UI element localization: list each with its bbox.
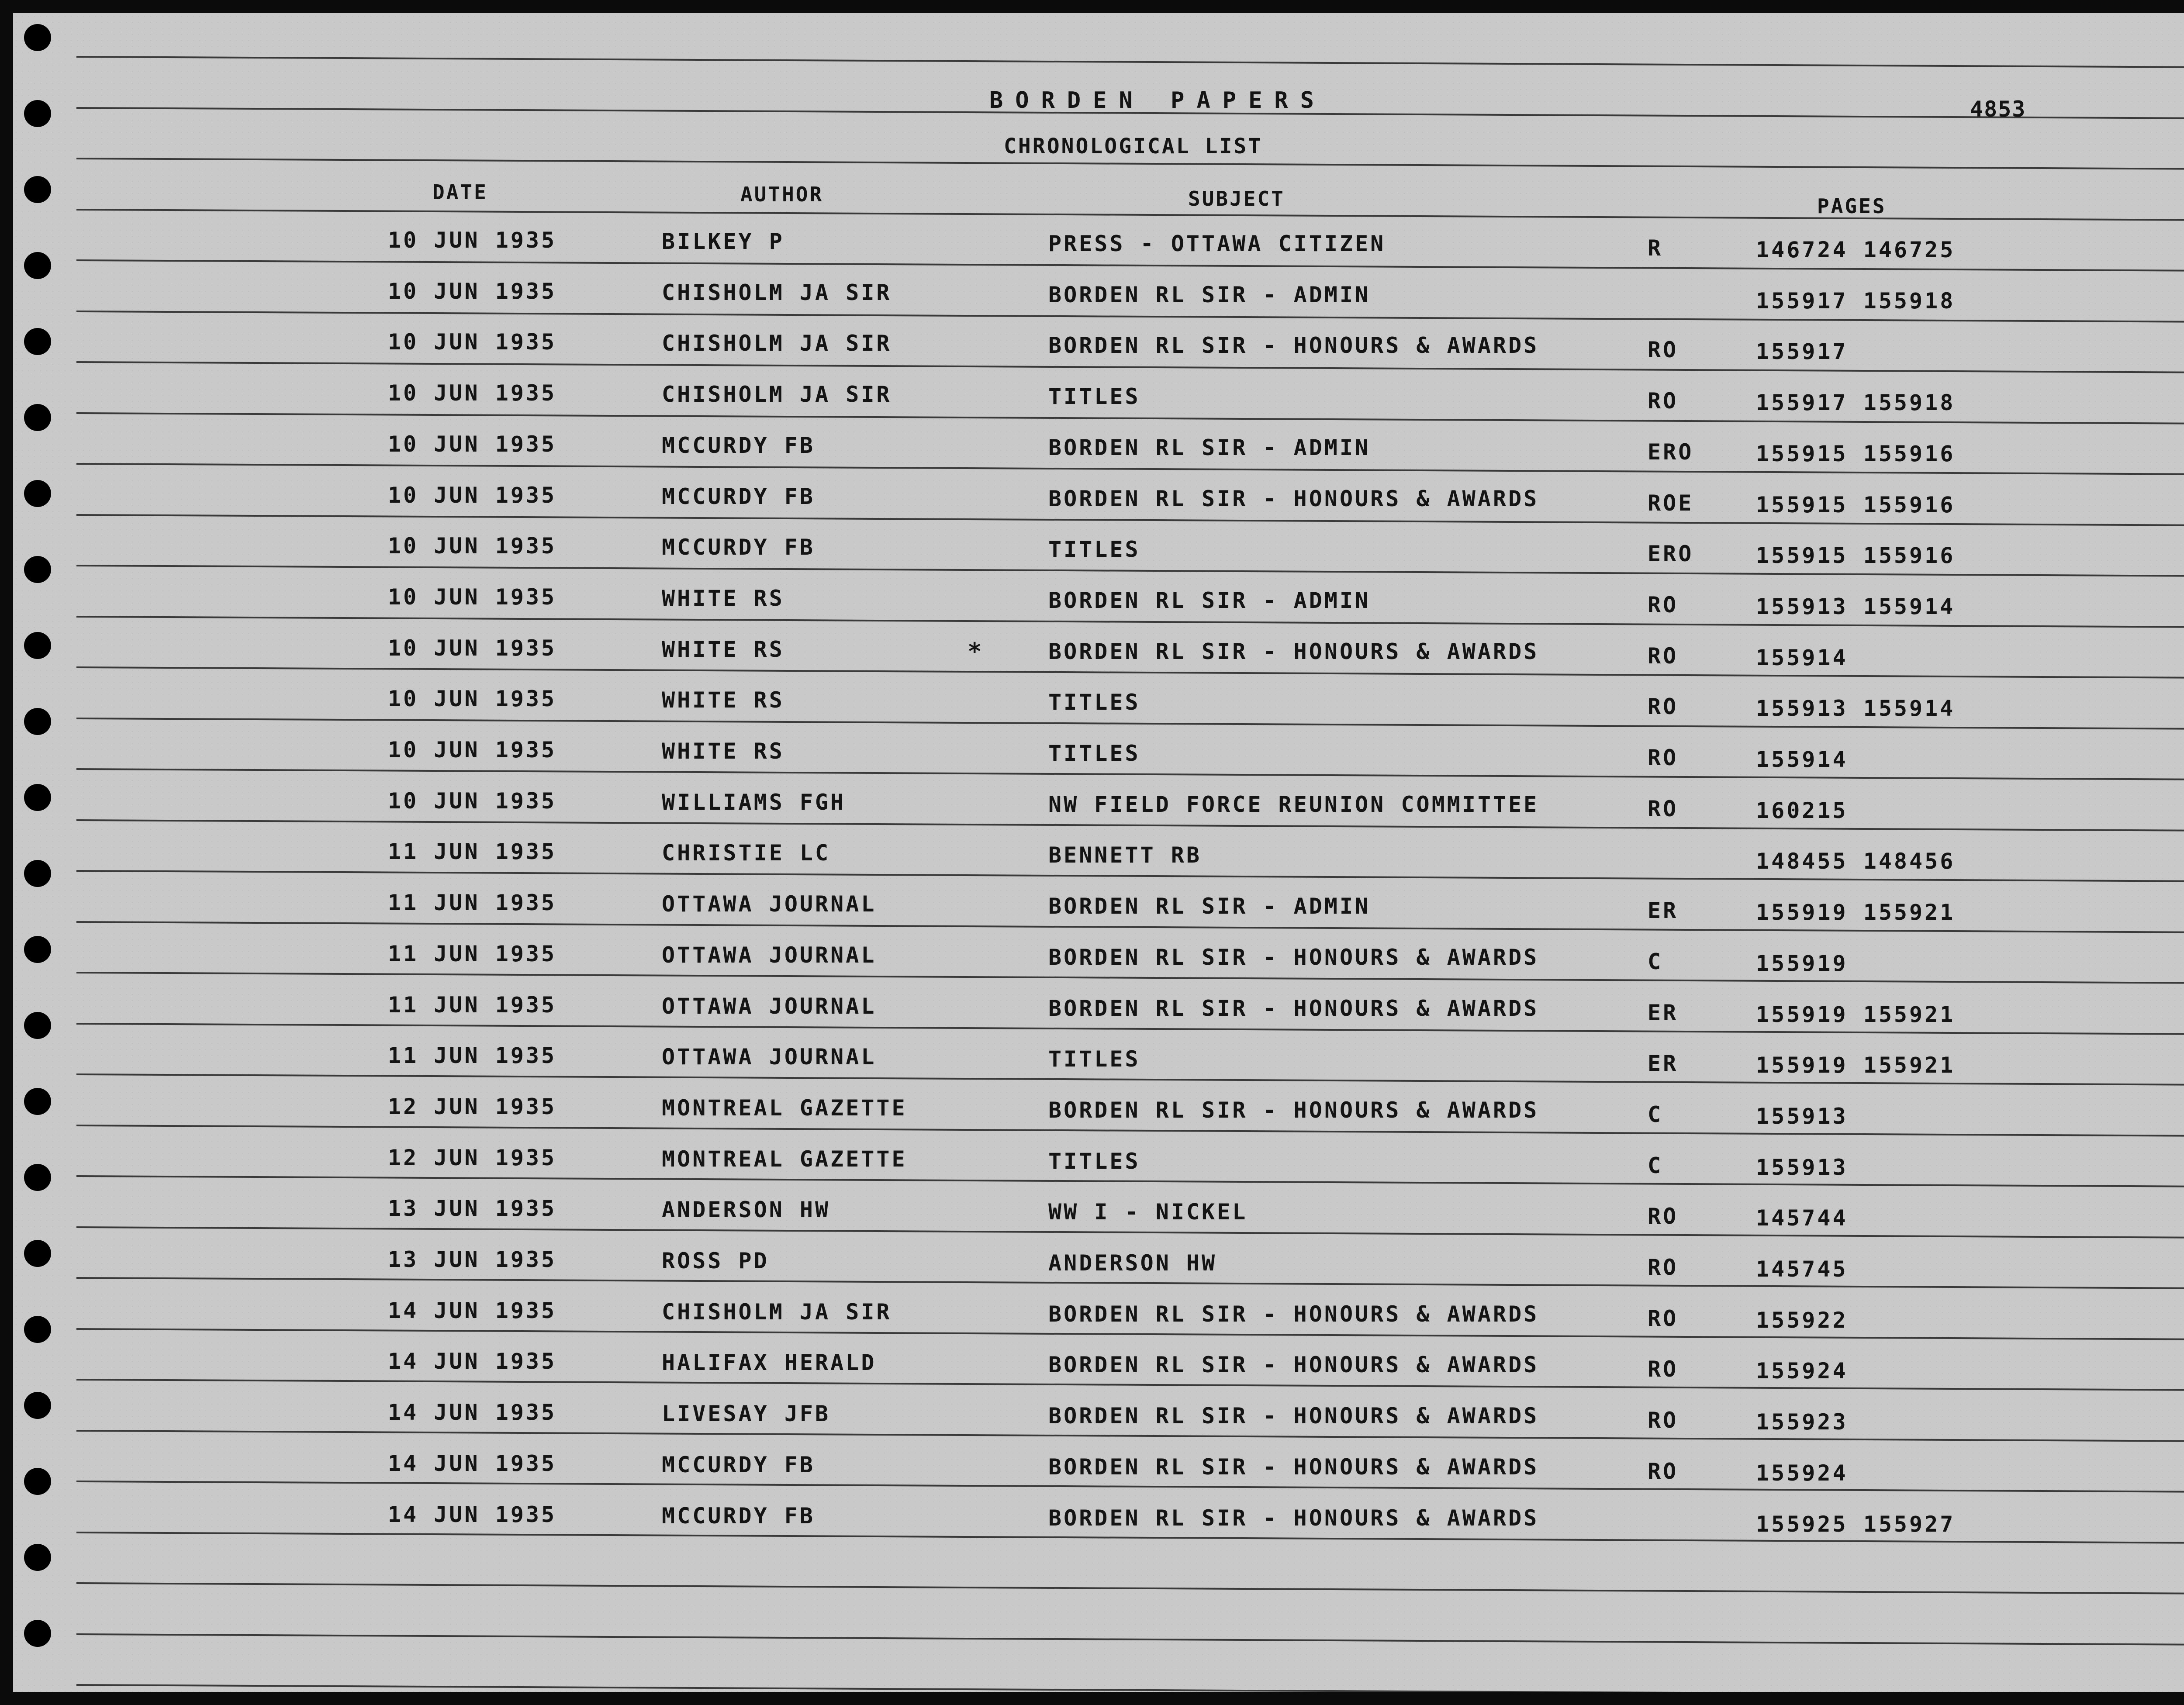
ruled-line: [76, 1175, 2184, 1187]
feed-hole: [24, 1468, 51, 1495]
feed-hole: [24, 404, 51, 431]
document-title: BORDEN PAPERS: [989, 87, 1326, 114]
row-date: 10 JUN 1935: [388, 686, 557, 712]
row-author: WHITE RS: [662, 687, 784, 713]
row-date: 10 JUN 1935: [388, 278, 557, 304]
row-pages: 155917 155918: [1756, 288, 1956, 314]
row-subject: TITLES: [1048, 741, 1140, 766]
row-pages: 155913 155914: [1756, 594, 1956, 619]
row-subject: BORDEN RL SIR - HONOURS & AWARDS: [1048, 944, 1539, 970]
row-date: 11 JUN 1935: [388, 839, 557, 865]
row-subject: BORDEN RL SIR - HONOURS & AWARDS: [1048, 1403, 1539, 1429]
column-header-date: DATE: [432, 180, 488, 204]
row-author: HALIFAX HERALD: [662, 1350, 877, 1376]
row-date: 10 JUN 1935: [388, 380, 557, 406]
row-subject: BORDEN RL SIR - ADMIN: [1048, 435, 1371, 460]
ruled-line: [76, 666, 2184, 679]
row-date: 10 JUN 1935: [388, 533, 557, 559]
row-date: 10 JUN 1935: [388, 737, 557, 763]
ruled-line: [76, 972, 2184, 984]
row-author: MCCURDY FB: [662, 1503, 816, 1529]
row-author: WHITE RS: [662, 636, 784, 662]
ruled-line: [76, 1481, 2184, 1493]
ruled-line: [76, 1379, 2184, 1391]
row-code: RO: [1648, 388, 1679, 414]
row-author: CHISHOLM JA SIR: [662, 382, 892, 407]
row-subject: ANDERSON HW: [1048, 1250, 1217, 1276]
feed-hole: [24, 252, 51, 279]
ruled-line: [76, 361, 2184, 373]
row-pages: 145745: [1756, 1256, 1848, 1282]
row-author: LIVESAY JFB: [662, 1401, 831, 1427]
row-author: MONTREAL GAZETTE: [662, 1095, 907, 1121]
row-pages: 155919: [1756, 950, 1848, 976]
row-pages: 155915 155916: [1756, 492, 1956, 518]
ruled-line: [76, 1277, 2184, 1289]
row-author: MCCURDY FB: [662, 432, 816, 458]
row-date: 11 JUN 1935: [388, 890, 557, 916]
row-subject: NW FIELD FORCE REUNION COMMITTEE: [1048, 791, 1539, 817]
row-subject: WW I - NICKEL: [1048, 1199, 1248, 1225]
row-code: ER: [1648, 898, 1679, 924]
row-pages: 155919 155921: [1756, 1053, 1956, 1078]
row-author: WILLIAMS FGH: [662, 789, 846, 815]
row-code: RO: [1648, 1408, 1679, 1433]
row-date: 10 JUN 1935: [388, 228, 557, 253]
row-code: C: [1648, 949, 1663, 974]
row-subject: TITLES: [1048, 1046, 1140, 1072]
row-date: 11 JUN 1935: [388, 941, 557, 966]
row-pages: 155919 155921: [1756, 900, 1956, 925]
ruled-line: [76, 1582, 2184, 1595]
row-pages: 155924: [1756, 1358, 1848, 1384]
row-date: 10 JUN 1935: [388, 788, 557, 814]
ruled-line: [76, 1328, 2184, 1340]
feed-hole: [24, 936, 51, 963]
row-code: RO: [1648, 1305, 1679, 1331]
row-subject: TITLES: [1048, 1148, 1140, 1174]
row-date: 10 JUN 1935: [388, 584, 557, 610]
row-author: MCCURDY FB: [662, 483, 816, 509]
feed-hole: [24, 784, 51, 811]
ruled-line: [76, 1430, 2184, 1442]
row-code: RO: [1648, 796, 1679, 821]
row-author: WHITE RS: [662, 585, 784, 611]
ruled-line: [76, 158, 2184, 170]
row-author: OTTAWA JOURNAL: [662, 942, 877, 968]
feed-hole: [24, 328, 51, 355]
row-code: ROE: [1648, 490, 1694, 516]
row-subject: BORDEN RL SIR - HONOURS & AWARDS: [1048, 333, 1539, 359]
row-date: 11 JUN 1935: [388, 1043, 557, 1069]
row-date: 14 JUN 1935: [388, 1298, 557, 1323]
row-date: 13 JUN 1935: [388, 1196, 557, 1222]
row-pages: 145744: [1756, 1205, 1848, 1231]
feed-hole: [24, 1164, 51, 1191]
feed-hole: [24, 1240, 51, 1267]
ruled-line: [76, 1125, 2184, 1137]
feed-hole: [24, 100, 51, 127]
row-subject: PRESS - OTTAWA CITIZEN: [1048, 231, 1386, 256]
row-author: ANDERSON HW: [662, 1197, 831, 1223]
row-code: ER: [1648, 1000, 1679, 1025]
row-author: OTTAWA JOURNAL: [662, 891, 877, 917]
row-date: 14 JUN 1935: [388, 1400, 557, 1425]
row-author: ROSS PD: [662, 1248, 769, 1274]
row-code: RO: [1648, 337, 1679, 363]
row-subject: TITLES: [1048, 690, 1140, 715]
row-date: 10 JUN 1935: [388, 635, 557, 661]
row-code: RO: [1648, 1204, 1679, 1229]
row-subject: TITLES: [1048, 384, 1140, 410]
row-date: 10 JUN 1935: [388, 431, 557, 457]
document-subtitle: CHRONOLOGICAL LIST: [1004, 134, 1263, 159]
row-date: 12 JUN 1935: [388, 1094, 557, 1119]
page-number: 4853: [1970, 97, 2026, 122]
row-subject: BORDEN RL SIR - HONOURS & AWARDS: [1048, 486, 1539, 511]
row-code: ER: [1648, 1051, 1679, 1077]
row-subject: BORDEN RL SIR - HONOURS & AWARDS: [1048, 1097, 1539, 1123]
row-pages: 155917 155918: [1756, 390, 1956, 416]
row-pages: 155915 155916: [1756, 543, 1956, 569]
row-pages: 155922: [1756, 1307, 1848, 1333]
row-author: WHITE RS: [662, 739, 784, 764]
row-pages: 155917: [1756, 339, 1848, 365]
row-pages: 155914: [1756, 747, 1848, 772]
row-subject: BENNETT RB: [1048, 842, 1202, 868]
row-pages: 155913: [1756, 1103, 1848, 1129]
row-code: RO: [1648, 643, 1679, 669]
row-subject: BORDEN RL SIR - HONOURS & AWARDS: [1048, 639, 1539, 664]
row-subject: BORDEN RL SIR - HONOURS & AWARDS: [1048, 1352, 1539, 1378]
row-subject: BORDEN RL SIR - HONOURS & AWARDS: [1048, 995, 1539, 1021]
feed-hole: [24, 1316, 51, 1343]
feed-hole: [24, 556, 51, 583]
ruled-line: [76, 1684, 2184, 1692]
row-date: 14 JUN 1935: [388, 1501, 557, 1527]
row-code: RO: [1648, 592, 1679, 618]
column-header-pages: PAGES: [1817, 194, 1887, 218]
row-date: 14 JUN 1935: [388, 1450, 557, 1476]
ruled-line: [76, 1226, 2184, 1239]
feed-hole: [24, 480, 51, 507]
row-date: 14 JUN 1935: [388, 1349, 557, 1374]
row-subject: BORDEN RL SIR - ADMIN: [1048, 587, 1371, 613]
row-subject: BORDEN RL SIR - ADMIN: [1048, 282, 1371, 307]
row-code: C: [1648, 1101, 1663, 1127]
row-author: CHISHOLM JA SIR: [662, 331, 892, 356]
ruled-line: [76, 1633, 2184, 1646]
row-date: 10 JUN 1935: [388, 329, 557, 355]
row-marker: *: [968, 637, 982, 665]
row-pages: 148455 148456: [1756, 849, 1956, 874]
row-code: RO: [1648, 694, 1679, 720]
row-pages: 155914: [1756, 645, 1848, 670]
row-subject: BORDEN RL SIR - ADMIN: [1048, 894, 1371, 919]
row-author: CHRISTIE LC: [662, 840, 831, 866]
row-date: 13 JUN 1935: [388, 1247, 557, 1272]
row-code: C: [1648, 1153, 1663, 1178]
row-subject: BORDEN RL SIR - HONOURS & AWARDS: [1048, 1301, 1539, 1327]
column-header-author: AUTHOR: [740, 183, 824, 206]
row-code: R: [1648, 235, 1663, 261]
row-author: OTTAWA JOURNAL: [662, 1044, 877, 1070]
row-pages: 155924: [1756, 1460, 1848, 1486]
feed-hole: [24, 1088, 51, 1115]
row-subject: BORDEN RL SIR - HONOURS & AWARDS: [1048, 1505, 1539, 1531]
row-author: CHISHOLM JA SIR: [662, 280, 892, 305]
row-code: RO: [1648, 745, 1679, 770]
row-subject: TITLES: [1048, 537, 1140, 563]
feed-hole: [24, 1012, 51, 1039]
row-pages: 155913: [1756, 1154, 1848, 1180]
column-header-subject: SUBJECT: [1188, 187, 1285, 211]
row-code: RO: [1648, 1458, 1679, 1484]
feed-hole: [24, 176, 51, 203]
row-subject: BORDEN RL SIR - HONOURS & AWARDS: [1048, 1454, 1539, 1480]
feed-hole: [24, 708, 51, 735]
row-code: RO: [1648, 1255, 1679, 1280]
row-author: CHISHOLM JA SIR: [662, 1299, 892, 1325]
ruled-line: [76, 819, 2184, 832]
row-author: OTTAWA JOURNAL: [662, 993, 877, 1019]
row-pages: 155923: [1756, 1409, 1848, 1435]
row-pages: 155913 155914: [1756, 696, 1956, 721]
feed-hole: [24, 1620, 51, 1647]
ruled-line: [76, 768, 2184, 780]
row-code: ERO: [1648, 439, 1694, 465]
row-pages: 160215: [1756, 797, 1848, 823]
feed-hole: [24, 24, 51, 51]
row-date: 10 JUN 1935: [388, 482, 557, 508]
row-pages: 155915 155916: [1756, 441, 1956, 466]
printout-sheet: [13, 13, 2184, 1692]
row-code: RO: [1648, 1356, 1679, 1382]
feed-hole: [24, 1544, 51, 1571]
row-pages: 155919 155921: [1756, 1001, 1956, 1027]
row-date: 12 JUN 1935: [388, 1145, 557, 1170]
row-pages: 146724 146725: [1756, 237, 1956, 262]
feed-hole: [24, 632, 51, 659]
row-author: MONTREAL GAZETTE: [662, 1146, 907, 1172]
row-author: MCCURDY FB: [662, 535, 816, 560]
row-author: BILKEY P: [662, 229, 784, 254]
ruled-line: [76, 56, 2184, 68]
row-date: 11 JUN 1935: [388, 992, 557, 1018]
feed-hole: [24, 860, 51, 887]
row-pages: 155925 155927: [1756, 1511, 1956, 1537]
row-code: ERO: [1648, 541, 1694, 567]
feed-hole: [24, 1392, 51, 1419]
row-author: MCCURDY FB: [662, 1452, 816, 1477]
